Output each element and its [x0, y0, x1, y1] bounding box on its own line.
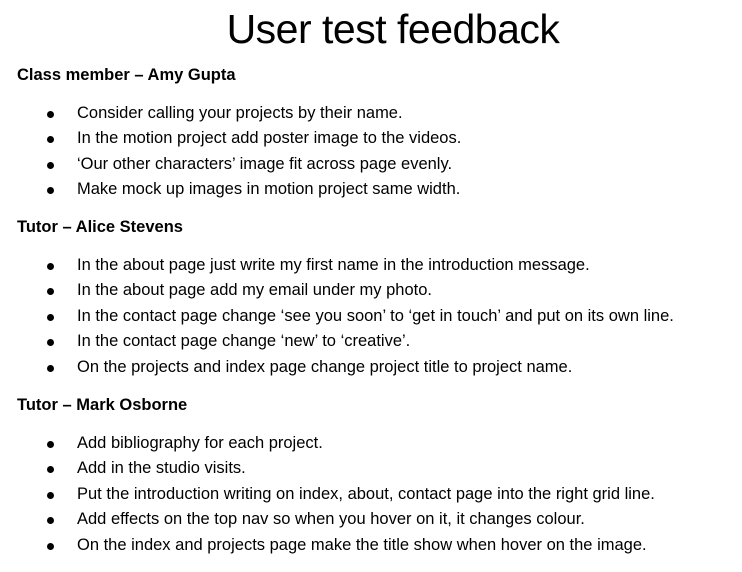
list-item [0, 253, 742, 278]
bullet-icon [47, 111, 54, 118]
list-item-text: On the projects and index page change project title to project name. [77, 357, 573, 376]
list-item [0, 482, 742, 507]
list-item [0, 431, 742, 456]
list-item-text: Put the introduction writing on index, about, contact page into the right grid line. [77, 484, 655, 503]
list-item-text: Add effects on the top nav so when you hover on it, it changes colour. [77, 510, 585, 529]
list-item-text: In the about page add my email under my photo. [77, 281, 432, 300]
list-item-text: In the contact page change ‘see you soon’ to ‘get in touch’ and put on its own line. [77, 306, 674, 325]
list-item [0, 278, 742, 303]
bullet-icon [47, 492, 54, 499]
section-heading-tutor-alice: Tutor – Alice Stevens [17, 218, 183, 236]
bullet-icon [47, 441, 54, 448]
bullet-icon [47, 136, 54, 143]
bullet-icon [47, 517, 54, 524]
section-list-class-member [0, 101, 742, 203]
list-item [0, 355, 742, 380]
list-item [0, 101, 742, 126]
list-item-text: Add in the studio visits. [77, 459, 246, 478]
list-item-text: On the index and projects page make the title show when hover on the image. [77, 535, 647, 554]
section-heading-class-member: Class member – Amy Gupta [17, 66, 236, 84]
bullet-icon [47, 162, 54, 169]
list-item [0, 152, 742, 177]
bullet-icon [47, 339, 54, 346]
document-title: User test feedback [226, 6, 560, 52]
bullet-icon [47, 543, 54, 550]
list-item [0, 507, 742, 532]
bullet-icon [47, 466, 54, 473]
section-heading-tutor-mark: Tutor – Mark Osborne [17, 396, 188, 414]
section-list-tutor-alice [0, 253, 742, 380]
list-item-text: In the motion project add poster image to the videos. [77, 129, 462, 148]
list-item [0, 456, 742, 481]
list-item-text: Add bibliography for each project. [77, 434, 323, 452]
list-item [0, 533, 742, 558]
list-item-text: Make mock up images in motion project same width. [77, 180, 461, 199]
bullet-icon [47, 263, 54, 270]
bullet-icon [47, 314, 54, 321]
bullet-icon [47, 365, 54, 372]
list-item-text: In the about page just write my first name in the introduction message. [77, 256, 590, 274]
list-item-text: ‘Our other characters’ image fit across page evenly. [77, 154, 453, 173]
section-list-tutor-mark [0, 431, 742, 558]
list-item-text: Consider calling your projects by their name. [77, 104, 403, 122]
list-item [0, 329, 742, 354]
list-item [0, 304, 742, 329]
bullet-icon [47, 288, 54, 295]
list-item-text: In the contact page change ‘new’ to ‘creative’. [77, 332, 411, 351]
bullet-icon [47, 187, 54, 194]
list-item [0, 177, 742, 202]
list-item [0, 126, 742, 151]
